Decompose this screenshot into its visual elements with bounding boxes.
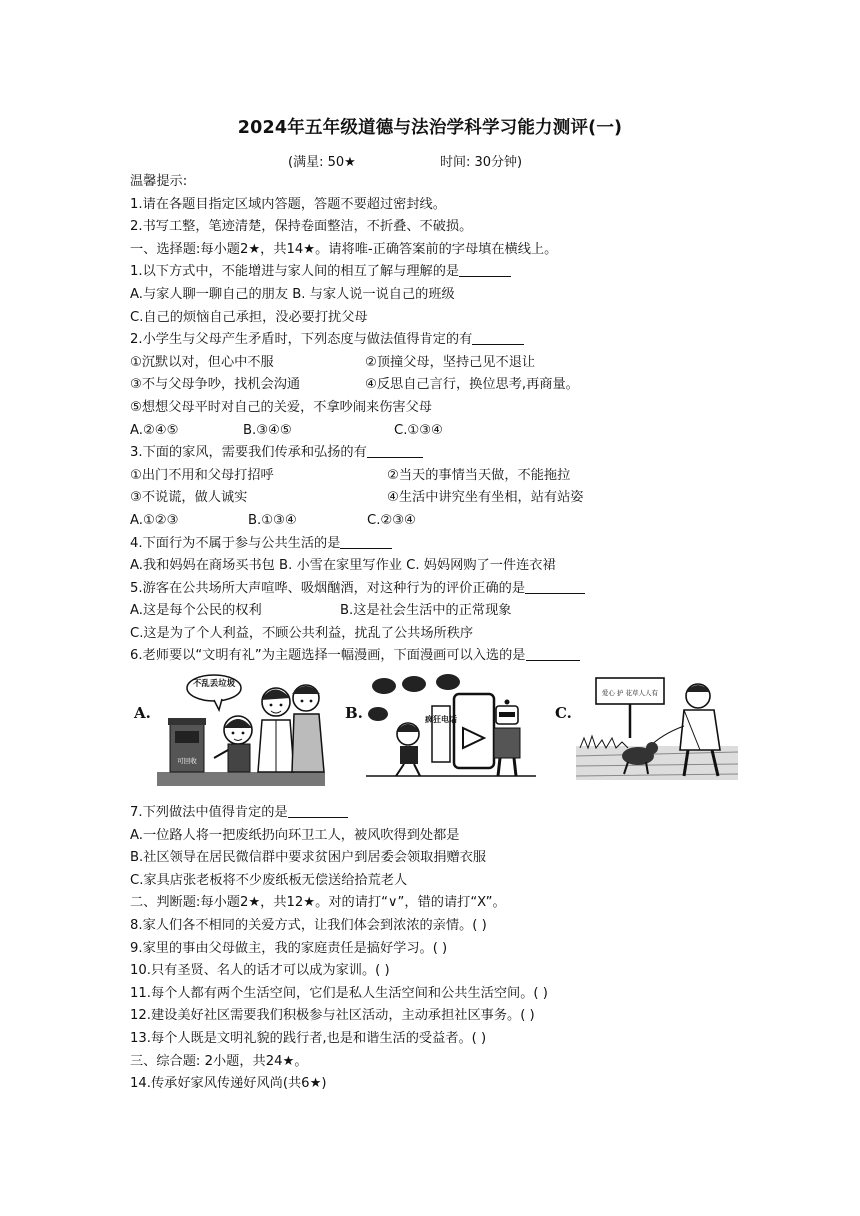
judge-item: 10.只有圣贤、名人的话才可以成为家训。( )	[130, 963, 390, 979]
q1-option-c: C.自己的烦恼自己承担，没必要打扰父母	[130, 309, 368, 325]
answer-blank[interactable]	[459, 262, 511, 277]
comic-b-phone-text: 疯狂电话	[425, 715, 457, 724]
q6-comics	[120, 672, 740, 792]
judge-item: 9.家里的事由父母做主，我的家庭责任是搞好学习。( )	[130, 940, 448, 956]
q5-option-c: C.这是为了个人利益，不顾公共利益，扰乱了公共场所秩序	[130, 625, 474, 641]
section2-heading: 二、判断题:每小题2★，共12★。对的请打“∨”，错的请打“X”。	[130, 895, 506, 911]
comic-a-illustration	[156, 672, 326, 787]
tip-item: 2.书写工整，笔迹清楚，保持卷面整洁，不折叠、不破损。	[130, 219, 473, 235]
page-title: 2024年五年级道德与法治学科学习能力测评(一)	[237, 118, 623, 138]
q2-statements-1: ①沉默以对，但心中不服 ②顶撞父母，坚持己见不退让	[130, 354, 536, 370]
option-c: C.②③④	[367, 512, 416, 528]
q4-stem: 4.下面行为不属于参与公共生活的是	[130, 533, 750, 556]
answer-blank[interactable]	[526, 646, 580, 661]
answer-blank[interactable]	[472, 330, 524, 345]
comic-a-bin-label: 可回收	[177, 757, 197, 765]
answer-blank[interactable]	[340, 534, 392, 549]
comic-a-label: A.	[134, 704, 151, 722]
exam-time: 时间: 30分钟)	[440, 155, 523, 170]
option-b: B.①③④	[248, 512, 297, 528]
answer-blank[interactable]	[525, 579, 585, 594]
comic-a-bubble: 不乱丢垃圾	[192, 679, 236, 689]
tip-item: 1.请在各题目指定区域内答题，答题不要超过密封线。	[130, 196, 446, 212]
tips-heading: 温馨提示:	[130, 174, 188, 189]
comic-c[interactable]	[576, 666, 738, 784]
q3-statements-2: ③不说谎，做人诚实 ④生活中讲究坐有坐相，站有站姿	[130, 490, 584, 506]
option-a: A.②④⑤	[130, 422, 179, 438]
judge-item: 12.建设美好社区需要我们积极参与社区活动，主动承担社区事务。( )	[130, 1008, 535, 1024]
judge-item: 13.每个人既是文明礼貌的践行者,也是和谐生活的受益者。( )	[130, 1030, 487, 1046]
comic-b-illustration	[366, 672, 536, 787]
exam-body-bottom	[130, 802, 750, 1096]
q7-option-c: C.家具店张老板将不少废纸板无偿送给拾荒老人	[130, 872, 408, 888]
q1-options-ab: A.与家人聊一聊自己的朋友 B. 与家人说一说自己的班级	[130, 286, 455, 302]
q7-option-b: B.社区领导在居民微信群中要求贫困户到居委会领取捐赠衣服	[130, 850, 487, 866]
full-score: (满星: 50★	[288, 155, 356, 170]
comic-b-label: B.	[345, 704, 363, 722]
q2-statement-5: ⑤想想父母平时对自己的关爱，不拿吵闹来伤害父母	[130, 399, 432, 415]
q1-stem: 1.以下方式中，不能增进与家人间的相互了解与理解的是	[130, 261, 750, 284]
q4-options: A.我和妈妈在商场买书包 B. 小雪在家里写作业 C. 妈妈网购了一件连衣裙	[130, 558, 556, 574]
judge-item: 8.家人们各不相同的关爱方式，让我们体会到浓浓的亲情。( )	[130, 917, 487, 933]
comic-c-label: C.	[555, 704, 572, 722]
q7-stem: 7.下列做法中值得肯定的是	[130, 802, 750, 825]
comic-b[interactable]	[366, 672, 536, 787]
answer-blank[interactable]	[367, 443, 423, 458]
q3-statements-1: ①出门不用和父母打招呼 ②当天的事情当天做，不能拖拉	[130, 467, 571, 483]
section3-heading: 三、综合题: 2小题，共24★。	[130, 1053, 308, 1069]
judge-item: 11.每个人都有两个生活空间，它们是私人生活空间和公共生活空间。( )	[130, 985, 548, 1001]
q6-stem: 6.老师要以“文明有礼”为主题选择一幅漫画，下面漫画可以入选的是	[130, 645, 750, 668]
q2-statements-2: ③不与父母争吵，找机会沟通 ④反思自己言行，换位思考,再商量。	[130, 377, 579, 393]
answer-blank[interactable]	[288, 803, 348, 818]
exam-body-top	[130, 171, 750, 668]
option-b: B.③④⑤	[243, 422, 292, 438]
q3-options	[130, 510, 750, 533]
q3-stem: 3.下面的家风，需要我们传承和弘扬的有	[130, 442, 750, 465]
q5-options-ab: A.这是每个公民的权利 B.这是社会生活中的正常现象	[130, 603, 512, 619]
q14-title: 14.传承好家风传递好风尚(共6★)	[130, 1076, 327, 1092]
option-a: A.①②③	[130, 512, 179, 528]
comic-a[interactable]	[156, 672, 326, 787]
q2-stem: 2.小学生与父母产生矛盾时，下列态度与做法值得肯定的有	[130, 329, 750, 352]
q2-options	[130, 420, 750, 443]
section1-heading: 一、选择题:每小题2★，共14★。请将唯-正确答案前的字母填在横线上。	[130, 241, 558, 257]
comic-c-illustration	[576, 666, 738, 784]
q5-stem: 5.游客在公共场所大声喧哗、吸烟酗酒，对这种行为的评价正确的是	[130, 578, 750, 601]
option-c: C.①③④	[394, 422, 443, 438]
comic-c-sign: 爱心 护 花草人人有	[601, 689, 659, 697]
q7-option-a: A.一位路人将一把废纸扔向环卫工人，被风吹得到处都是	[130, 827, 460, 843]
